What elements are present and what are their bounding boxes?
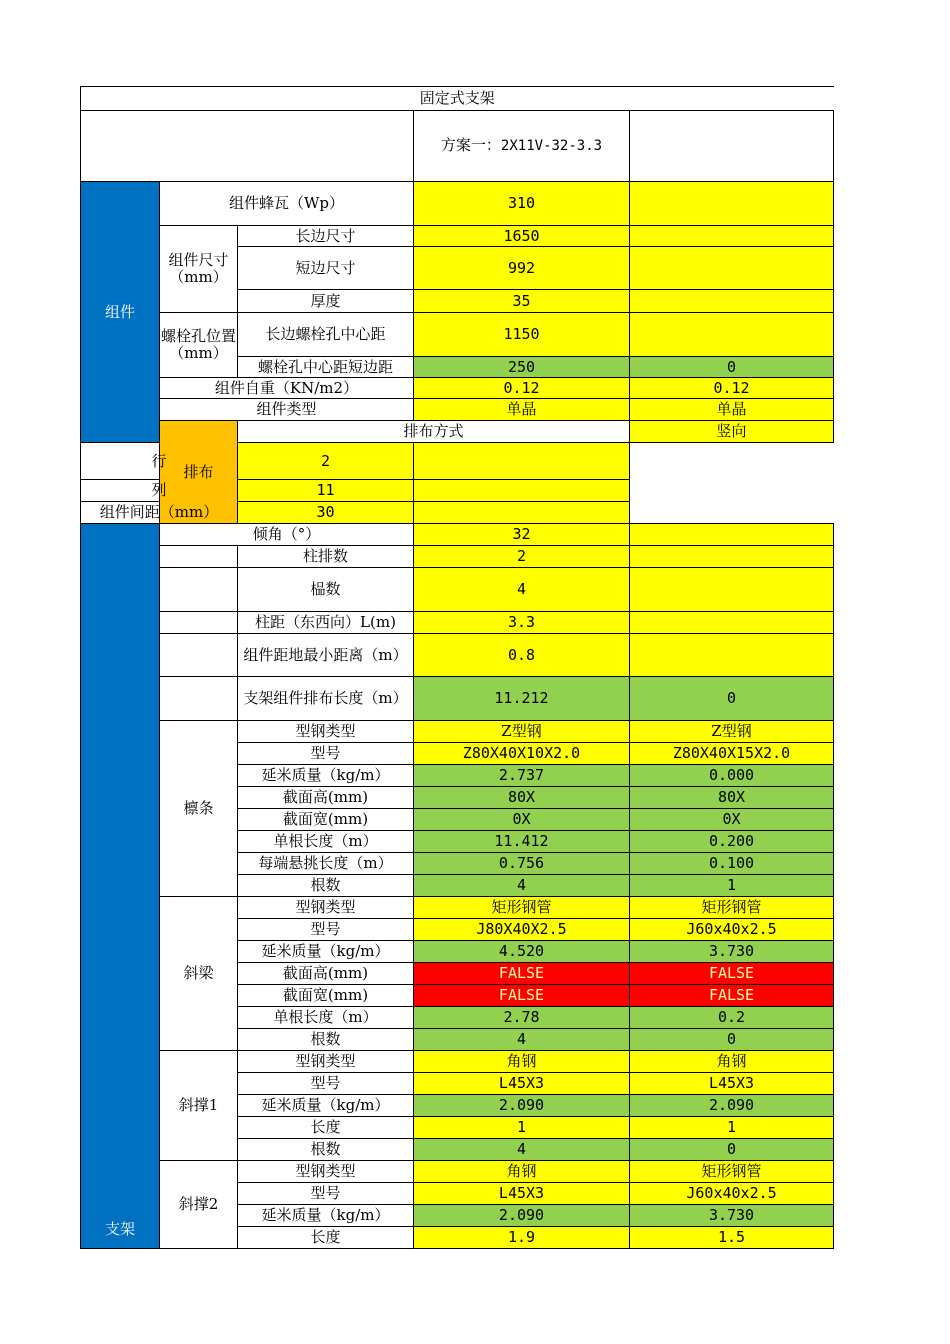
cell-tilt-2[interactable] [630, 524, 834, 546]
brace-1-row-label: 延米质量（kg/m） [238, 1095, 414, 1117]
brace-1-cell-1[interactable]: L45X3 [414, 1073, 630, 1095]
cell-bolt-long-2[interactable] [630, 313, 834, 357]
empty-cell[interactable] [160, 677, 238, 721]
beam-row-label: 根数 [238, 1029, 414, 1051]
beam-cell-1[interactable]: 4 [414, 1029, 630, 1051]
label-tilt: 倾角（°） [160, 524, 414, 546]
brace-2-cell-1[interactable]: L45X3 [414, 1183, 630, 1205]
cell-spans-1[interactable]: 4 [414, 568, 630, 612]
cell-layout-length-2[interactable]: 0 [630, 677, 834, 721]
cell-post-rows-2[interactable] [630, 546, 834, 568]
purlin-row-label: 延米质量（kg/m） [238, 765, 414, 787]
brace-1-cell-2[interactable]: L45X3 [630, 1073, 834, 1095]
empty-cell[interactable] [160, 546, 238, 568]
brace-2-row-label: 型钢类型 [238, 1161, 414, 1183]
brace-1-row-label: 型号 [238, 1073, 414, 1095]
brace-2-cell-2[interactable]: 矩形钢管 [630, 1161, 834, 1183]
purlin-cell-2[interactable]: 80X [630, 787, 834, 809]
label-short-side: 短边尺寸 [238, 247, 414, 290]
purlin-cell-1[interactable]: 80X [414, 787, 630, 809]
cell-module-type-1[interactable]: 单晶 [414, 399, 630, 421]
brace-1-cell-2[interactable]: 0 [630, 1139, 834, 1161]
brace-1-cell-2[interactable]: 角钢 [630, 1051, 834, 1073]
brace-2-row-label: 长度 [238, 1227, 414, 1249]
cell-rows-2[interactable] [414, 443, 630, 480]
label-spans: 榀数 [238, 568, 414, 612]
category-component: 组件 [81, 182, 160, 443]
brace-2-cell-2[interactable]: J60x40x2.5 [630, 1183, 834, 1205]
cell-thickness-1[interactable]: 35 [414, 290, 630, 313]
purlin-row-label: 截面高(mm) [238, 787, 414, 809]
purlin-cell-2[interactable]: 0.200 [630, 831, 834, 853]
brace-2-cell-2[interactable]: 3.730 [630, 1205, 834, 1227]
cell-peak-power-1[interactable]: 310 [414, 182, 630, 226]
cell-long-side-1[interactable]: 1650 [414, 226, 630, 247]
header-empty-cell[interactable] [81, 111, 414, 182]
empty-cell[interactable] [160, 568, 238, 612]
purlin-cell-1[interactable]: Z型钢 [414, 721, 630, 743]
beam-row-label: 单根长度（m） [238, 1007, 414, 1029]
brace-2-cell-1[interactable]: 2.090 [414, 1205, 630, 1227]
cell-post-rows-1[interactable]: 2 [414, 546, 630, 568]
cell-post-spacing-2[interactable] [630, 612, 834, 634]
brace-2-cell-1[interactable]: 角钢 [414, 1161, 630, 1183]
sheet-title: 固定式支架 [81, 87, 834, 111]
beam-cell-1[interactable]: 2.78 [414, 1007, 630, 1029]
cell-module-type-2[interactable]: 单晶 [630, 399, 834, 421]
beam-cell-1[interactable]: J80X40X2.5 [414, 919, 630, 941]
purlin-cell-2[interactable]: 0X [630, 809, 834, 831]
cell-ground-clearance-2[interactable] [630, 634, 834, 677]
scheme-label: 方案一： [440, 136, 501, 154]
cell-tilt-1[interactable]: 32 [414, 524, 630, 546]
brace-1-cell-1[interactable]: 1 [414, 1117, 630, 1139]
beam-row-label: 截面宽(mm) [238, 985, 414, 1007]
cell-short-side-1[interactable]: 992 [414, 247, 630, 290]
beam-cell-1[interactable]: FALSE [414, 985, 630, 1007]
purlin-row-label: 截面宽(mm) [238, 809, 414, 831]
label-spacing: 组件间距（mm） [81, 502, 238, 524]
purlin-cell-2[interactable]: Z型钢 [630, 721, 834, 743]
purlin-row-label: 型钢类型 [238, 721, 414, 743]
purlin-row-label: 单根长度（m） [238, 831, 414, 853]
cell-bolt-short-1[interactable]: 250 [414, 357, 630, 378]
purlin-cell-2[interactable]: Z80X40X15X2.0 [630, 743, 834, 765]
purlin-cell-1[interactable]: Z80X40X10X2.0 [414, 743, 630, 765]
brace-1-row-label: 长度 [238, 1117, 414, 1139]
group-module-size: 组件尺寸（mm） [160, 226, 238, 313]
scheme-two-header[interactable] [630, 111, 834, 182]
group-beam: 斜梁 [160, 897, 238, 1051]
cell-spans-2[interactable] [630, 568, 834, 612]
cell-short-side-2[interactable] [630, 247, 834, 290]
purlin-cell-2[interactable]: 0.100 [630, 853, 834, 875]
cell-layout-mode-1[interactable]: 竖向 [630, 421, 834, 443]
purlin-cell-1[interactable]: 2.737 [414, 765, 630, 787]
purlin-cell-1[interactable]: 4 [414, 875, 630, 897]
group-brace-1: 斜撑1 [160, 1051, 238, 1161]
empty-cell[interactable] [160, 612, 238, 634]
brace-1-cell-2[interactable]: 2.090 [630, 1095, 834, 1117]
group-bolt-hole: 螺栓孔位置（mm） [160, 313, 238, 378]
brace-1-row-label: 根数 [238, 1139, 414, 1161]
cell-cols-1[interactable]: 11 [238, 480, 414, 502]
scheme-one-header[interactable] [414, 111, 630, 182]
cell-layout-length-1[interactable]: 11.212 [414, 677, 630, 721]
label-bolt-short: 螺栓孔中心距短边距 [238, 357, 414, 378]
cell-thickness-2[interactable] [630, 290, 834, 313]
label-module-type: 组件类型 [160, 399, 414, 421]
cell-long-side-2[interactable] [630, 226, 834, 247]
brace-2-row-label: 延米质量（kg/m） [238, 1205, 414, 1227]
purlin-row-label: 根数 [238, 875, 414, 897]
cell-bolt-long-1[interactable]: 1150 [414, 313, 630, 357]
purlin-cell-2[interactable]: 1 [630, 875, 834, 897]
brace-1-cell-1[interactable]: 角钢 [414, 1051, 630, 1073]
beam-cell-2[interactable]: 0 [630, 1029, 834, 1051]
cell-spacing-1[interactable]: 30 [238, 502, 414, 524]
beam-row-label: 延米质量（kg/m） [238, 941, 414, 963]
label-ground-clearance: 组件距地最小距离（m） [238, 634, 414, 677]
category-bracket: 支架 [81, 524, 160, 1249]
purlin-cell-2[interactable]: 0.000 [630, 765, 834, 787]
purlin-cell-1[interactable]: 11.412 [414, 831, 630, 853]
label-self-weight: 组件自重（KN/m2） [160, 378, 414, 399]
beam-cell-2[interactable]: FALSE [630, 985, 834, 1007]
brace-1-row-label: 型钢类型 [238, 1051, 414, 1073]
purlin-row-label: 每端悬挑长度（m） [238, 853, 414, 875]
beam-cell-1[interactable]: 4.520 [414, 941, 630, 963]
beam-cell-1[interactable]: FALSE [414, 963, 630, 985]
cell-post-spacing-1[interactable]: 3.3 [414, 612, 630, 634]
beam-cell-2[interactable]: FALSE [630, 963, 834, 985]
cell-self-weight-1[interactable]: 0.12 [414, 378, 630, 399]
cell-self-weight-2[interactable]: 0.12 [630, 378, 834, 399]
beam-cell-2[interactable]: J60x40x2.5 [630, 919, 834, 941]
brace-1-cell-1[interactable]: 2.090 [414, 1095, 630, 1117]
category-layout: 排布 [160, 421, 238, 524]
cell-cols-2[interactable] [414, 480, 630, 502]
label-post-spacing: 柱距（东西向）L(m) [238, 612, 414, 634]
beam-row-label: 截面高(mm) [238, 963, 414, 985]
label-rows: 行 [81, 443, 238, 480]
label-peak-power: 组件蜂瓦（Wp） [160, 182, 414, 226]
label-cols: 列 [81, 480, 238, 502]
brace-1-cell-2[interactable]: 1 [630, 1117, 834, 1139]
beam-row-label: 型钢类型 [238, 897, 414, 919]
brace-1-cell-1[interactable]: 4 [414, 1139, 630, 1161]
label-layout-length: 支架组件排布长度（m） [238, 677, 414, 721]
cell-bolt-short-2[interactable]: 0 [630, 357, 834, 378]
label-long-side: 长边尺寸 [238, 226, 414, 247]
label-bolt-long: 长边螺栓孔中心距 [238, 313, 414, 357]
label-post-rows: 柱排数 [238, 546, 414, 568]
purlin-cell-1[interactable]: 0.756 [414, 853, 630, 875]
beam-cell-2[interactable]: 3.730 [630, 941, 834, 963]
cell-spacing-2[interactable] [414, 502, 630, 524]
empty-cell[interactable] [160, 634, 238, 677]
scheme-code: 2X11V-32-3.3 [500, 138, 603, 154]
spreadsheet-table [80, 86, 834, 1249]
cell-rows-1[interactable]: 2 [238, 443, 414, 480]
beam-cell-2[interactable]: 矩形钢管 [630, 897, 834, 919]
group-brace-2: 斜撑2 [160, 1161, 238, 1249]
label-thickness: 厚度 [238, 290, 414, 313]
beam-cell-1[interactable]: 矩形钢管 [414, 897, 630, 919]
purlin-row-label: 型号 [238, 743, 414, 765]
brace-2-cell-1[interactable]: 1.9 [414, 1227, 630, 1249]
beam-cell-2[interactable]: 0.2 [630, 1007, 834, 1029]
brace-2-row-label: 型号 [238, 1183, 414, 1205]
purlin-cell-1[interactable]: 0X [414, 809, 630, 831]
label-layout-mode: 排布方式 [238, 421, 630, 443]
group-purlin: 檩条 [160, 721, 238, 897]
beam-row-label: 型号 [238, 919, 414, 941]
cell-ground-clearance-1[interactable]: 0.8 [414, 634, 630, 677]
cell-peak-power-2[interactable] [630, 182, 834, 226]
brace-2-cell-2[interactable]: 1.5 [630, 1227, 834, 1249]
